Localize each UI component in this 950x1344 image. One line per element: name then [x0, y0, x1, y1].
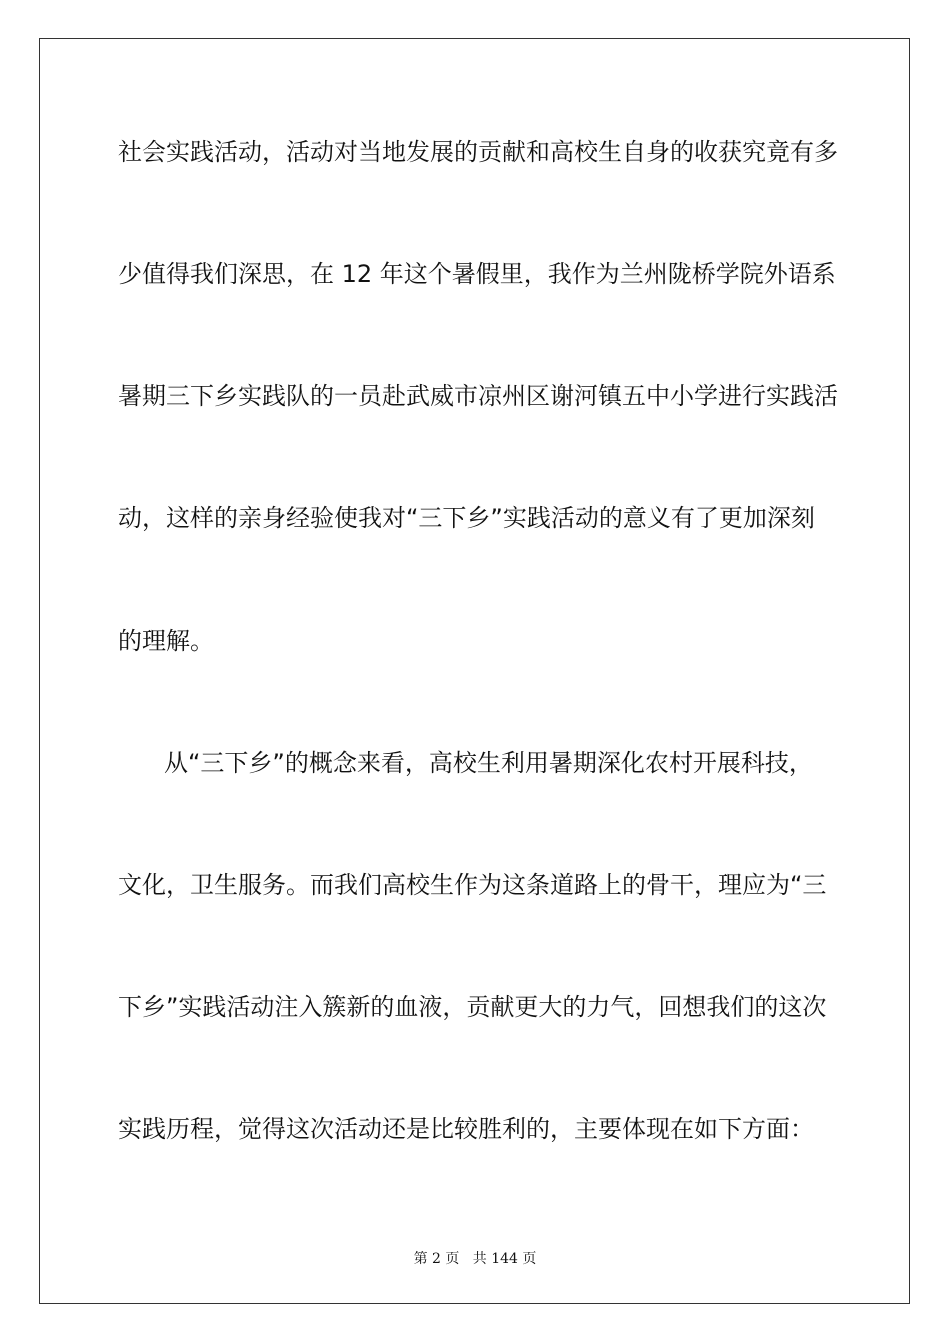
body-line-1: 社会实践活动，活动对当地发展的贡献和高校生自身的收获究竟有多 — [118, 138, 838, 166]
body-line-8: 下乡”实践活动注入簇新的血液，贡献更大的力气，回想我们的这次 — [118, 993, 827, 1021]
body-line-7: 文化，卫生服务。而我们高校生作为这条道路上的骨干，理应为“三 — [118, 871, 827, 899]
page-number: 第 2 页 — [413, 1251, 460, 1267]
body-line-2: 少值得我们深思，在 12 年这个暑假里，我作为兰州陇桥学院外语系 — [118, 260, 836, 288]
body-line-5: 的理解。 — [118, 627, 214, 655]
body-line-3: 暑期三下乡实践队的一员赴武威市凉州区谢河镇五中小学进行实践活 — [118, 382, 838, 410]
body-line-9: 实践历程，觉得这次活动还是比较胜利的，主要体现在如下方面： — [118, 1115, 814, 1143]
body-line-6: 从“三下乡”的概念来看，高校生利用暑期深化农村开展科技， — [164, 749, 813, 777]
page-footer — [0, 1248, 950, 1268]
total-pages: 共 144 页 — [472, 1251, 537, 1267]
body-line-4: 动，这样的亲身经验使我对“三下乡”实践活动的意义有了更加深刻 — [118, 504, 815, 532]
